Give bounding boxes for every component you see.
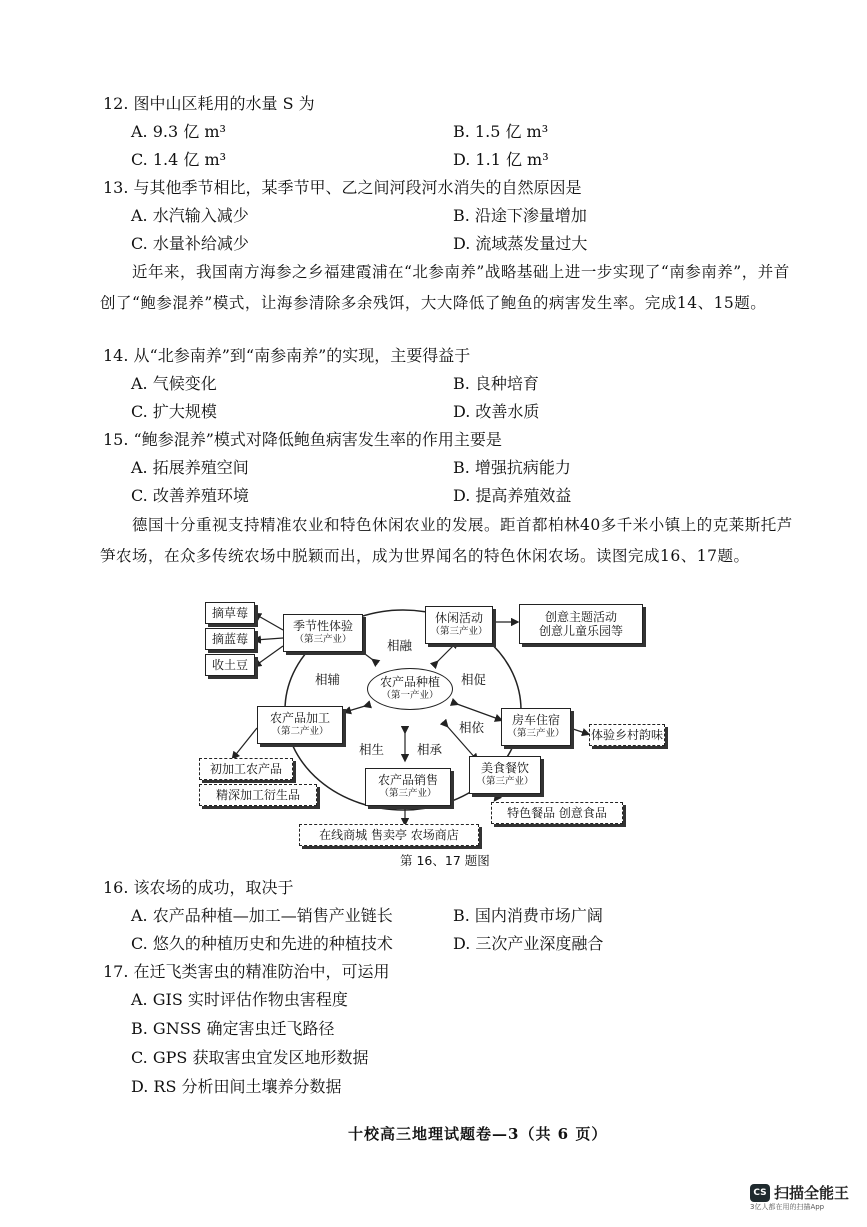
seasonal-experience-box: 季节性体验 （第三产业） (283, 614, 363, 652)
page-footer: 十校高三地理试题卷—3（共 6 页） (348, 1125, 608, 1143)
q15-option-c: C. 改善养殖环境 (131, 486, 249, 505)
q14-stem: 14. 从“北参南养”到“南参南养”的实现，主要得益于 (103, 346, 471, 365)
q16-option-a: A. 农产品种植—加工—销售产业链长 (131, 906, 393, 925)
deep-products-box: 精深加工衍生品 (199, 784, 317, 806)
relation-xiangsheng: 相生 (359, 742, 385, 757)
q14-option-d: D. 改善水质 (453, 402, 540, 421)
q16-option-d: D. 三次产业深度融合 (453, 934, 604, 953)
q13-option-d: D. 流域蒸发量过大 (453, 234, 588, 253)
processing-box: 农产品加工 （第二产业） (257, 706, 343, 744)
q14-option-a: A. 气候变化 (131, 374, 217, 393)
passage-haishen: 近年来，我国南方海参之乡福建霞浦在“北参南养”战略基础上进一步实现了“南参南养”，并首创了“鲍参混养”模式，让海参清除多余残饵，大大降低了鲍鱼的病害发生率。完成14、15题。 (100, 263, 790, 312)
q12-option-d: D. 1.1 亿 m³ (453, 150, 549, 169)
q16-stem: 16. 该农场的成功，取决于 (103, 878, 294, 897)
relation-xiangyi: 相依 (459, 720, 485, 735)
q17-option-b: B. GNSS 确定害虫迁飞路径 (131, 1019, 335, 1038)
q17-option-c: C. GPS 获取害虫宜发区地形数据 (131, 1048, 369, 1067)
q12-option-c: C. 1.4 亿 m³ (131, 150, 227, 169)
q12-stem: 12. 图中山区耗用的水量 S 为 (103, 94, 315, 113)
scanner-watermark (750, 1182, 850, 1211)
relation-xiangcheng: 相承 (417, 742, 443, 757)
q15-option-a: A. 拓展养殖空间 (131, 458, 249, 477)
q17-option-d: D. RS 分析田间土壤养分数据 (131, 1077, 342, 1096)
camscanner-logo-icon: CS (750, 1184, 770, 1202)
q17-stem: 17. 在迁飞类害虫的精准防治中，可运用 (103, 962, 390, 981)
shops-box: 在线商城 售卖亭 农场商店 (299, 824, 479, 846)
q15-option-d: D. 提高养殖效益 (453, 486, 572, 505)
q14-option-b: B. 良种培育 (453, 374, 539, 393)
q13-option-c: C. 水量补给减少 (131, 234, 249, 253)
figure-caption: 第 16、17 题图 (400, 853, 490, 868)
q13-option-a: A. 水汽输入减少 (131, 206, 249, 225)
leisure-activity-box: 休闲活动 （第三产业） (425, 606, 493, 644)
q15-option-b: B. 增强抗病能力 (453, 458, 571, 477)
harvest-potato-box: 收土豆 (205, 654, 255, 676)
primary-products-box: 初加工农产品 (199, 758, 293, 780)
pick-strawberry-box: 摘草莓 (205, 602, 255, 624)
farm-industry-diagram (195, 600, 675, 860)
q13-option-b: B. 沿途下渗量增加 (453, 206, 587, 225)
snacks-box: 特色餐品 创意食品 (491, 802, 623, 824)
passage-farm: 德国十分重视支持精准农业和特色休闲农业的发展。距首都柏林40多千米小镇上的克莱斯托芦笋农场，在众多传统农场中脱颖而出，成为世界闻名的特色休闲农场。读图完成16、17题。 (100, 516, 793, 565)
pick-blueberry-box: 摘蓝莓 (205, 628, 255, 650)
crop-planting-center: 农产品种植 （第一产业） (367, 668, 453, 710)
relation-xiangcu: 相促 (461, 672, 487, 687)
q16-option-b: B. 国内消费市场广阔 (453, 906, 603, 925)
rv-lodging-box: 房车住宿 （第三产业） (501, 708, 571, 746)
q17-option-a: A. GIS 实时评估作物虫害程度 (131, 990, 348, 1009)
q13-stem: 13. 与其他季节相比，某季节甲、乙之间河段河水消失的自然原因是 (103, 178, 582, 197)
sales-box: 农产品销售 （第三产业） (365, 768, 451, 806)
q12-option-b: B. 1.5 亿 m³ (453, 122, 549, 141)
relation-xiangfu: 相辅 (315, 672, 341, 687)
food-dining-box: 美食餐饮 （第三产业） (469, 756, 541, 794)
q15-stem: 15. “鲍参混养”模式对降低鲍鱼病害发生率的作用主要是 (103, 430, 502, 449)
creative-activities-box: 创意主题活动 创意儿童乐园等 (519, 604, 643, 644)
q16-option-c: C. 悠久的种植历史和先进的种植技术 (131, 934, 393, 953)
relation-xiangrong: 相融 (387, 638, 413, 653)
scanner-tagline: 3亿人都在用的扫描App (750, 1203, 825, 1211)
q14-option-c: C. 扩大规模 (131, 402, 217, 421)
village-experience-box: 体验乡村韵味 (589, 724, 665, 746)
scanner-app-name: 扫描全能王 (774, 1184, 850, 1202)
q12-option-a: A. 9.3 亿 m³ (131, 122, 226, 141)
